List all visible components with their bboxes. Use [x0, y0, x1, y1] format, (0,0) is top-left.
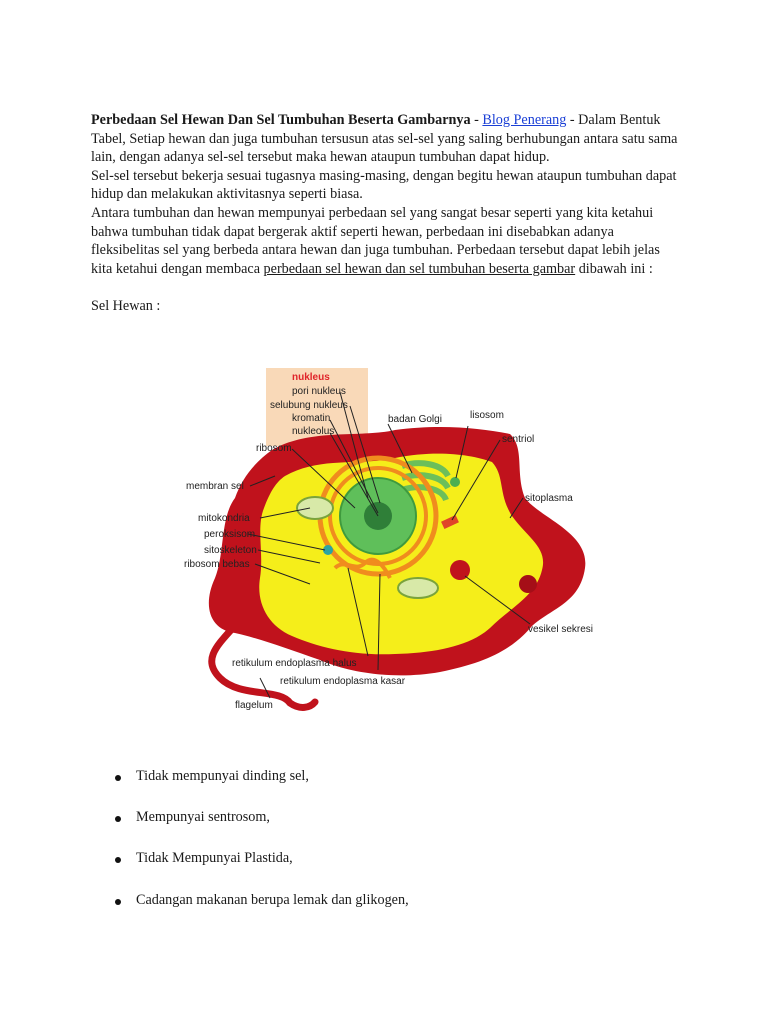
- label-badan-golgi: badan Golgi: [388, 414, 442, 425]
- bullet-icon: [115, 899, 121, 905]
- label-mitokondria: mitokondria: [198, 513, 250, 524]
- bullet-icon: [115, 775, 121, 781]
- label-nukleus: nukleus: [292, 372, 330, 383]
- paragraph-3-text: Antara tumbuhan dan hewan mempunyai perbedaan sel yang sangat besar seperti yang kita ketahui bahwa tumbuhan tidak dapat bergerak aktif seperti hewan, perbedaan ini disebabkan adanya fleksibelitas sel yang berbeda antara hewan dan juga tumbuhan. Perbedaan tersebut dapat lebih jelas kita ketahui dengan membaca: [91, 204, 660, 277]
- label-vesikel-sekresi: vesikel sekresi: [528, 624, 594, 635]
- label-flagelum: flagelum: [235, 700, 273, 711]
- paragraph-3-end: dibawah ini :: [575, 260, 653, 277]
- paragraph-3: [91, 204, 681, 278]
- list-item: Mempunyai sentrosom,: [115, 809, 409, 828]
- label-selubung-nukleus: selubung nukleus: [270, 400, 348, 411]
- animal-cell-features: [115, 768, 409, 933]
- mitochondria-shape-1: [297, 497, 333, 519]
- label-membran-sel: membran sel: [186, 481, 244, 492]
- label-re-kasar: retikulum endoplasma kasar: [280, 676, 406, 687]
- bullet-icon: [115, 816, 121, 822]
- animal-cell-svg: [180, 358, 600, 718]
- section-label-animal-cell: Sel Hewan :: [91, 297, 161, 314]
- title-separator: -: [470, 112, 483, 128]
- animal-cell-diagram: [180, 358, 600, 718]
- mitochondria-shape-2: [398, 578, 438, 598]
- label-sitoplasma: sitoplasma: [525, 493, 573, 504]
- list-item: Tidak mempunyai dinding sel,: [115, 768, 409, 787]
- label-re-halus: retikulum endoplasma halus: [232, 658, 357, 669]
- lysosome-shape: [450, 477, 460, 487]
- list-item: Tidak Mempunyai Plastida,: [115, 850, 409, 869]
- bullet-icon: [115, 857, 121, 863]
- label-ribosom-bebas: ribosom bebas: [184, 559, 250, 570]
- blog-link[interactable]: Blog Penerang: [482, 112, 567, 128]
- article-body: [91, 111, 681, 316]
- intro-text: - Dalam Bentuk Tabel, Setiap hewan dan juga tumbuhan tersusun atas sel-sel yang saling berhubungan antara satu sama lain, dengan adanya sel-sel tersebut maka hewan ataupun tumbuhan dapat hidup.: [91, 112, 678, 166]
- label-ribosom: ribosom: [256, 443, 292, 454]
- label-lisosom: lisosom: [470, 410, 504, 421]
- paragraph-2: Sel-sel tersebut bekerja sesuai tugasnya masing-masing, dengan begitu hewan ataupun tumbuhan dapat hidup dan melakukan aktivitasnya seperti biasa.: [91, 167, 677, 203]
- label-pori-nukleus: pori nukleus: [292, 386, 346, 397]
- label-nukleolus: nukleolus: [292, 426, 335, 437]
- label-sentriol: sentriol: [502, 434, 535, 445]
- label-sitoskeleton: sitoskeleton: [204, 545, 257, 556]
- list-item: Cadangan makanan berupa lemak dan glikogen,: [115, 892, 409, 911]
- article-title: Perbedaan Sel Hewan Dan Sel Tumbuhan Beserta Gambarnya: [91, 112, 471, 128]
- label-peroksisom: peroksisom: [204, 529, 256, 540]
- intro-paragraph: [91, 111, 681, 167]
- comparison-link[interactable]: perbedaan sel hewan dan sel tumbuhan beserta gambar: [263, 260, 576, 277]
- label-kromatin: kromatin: [292, 413, 331, 424]
- secretory-vesicle-shape-2: [519, 575, 537, 593]
